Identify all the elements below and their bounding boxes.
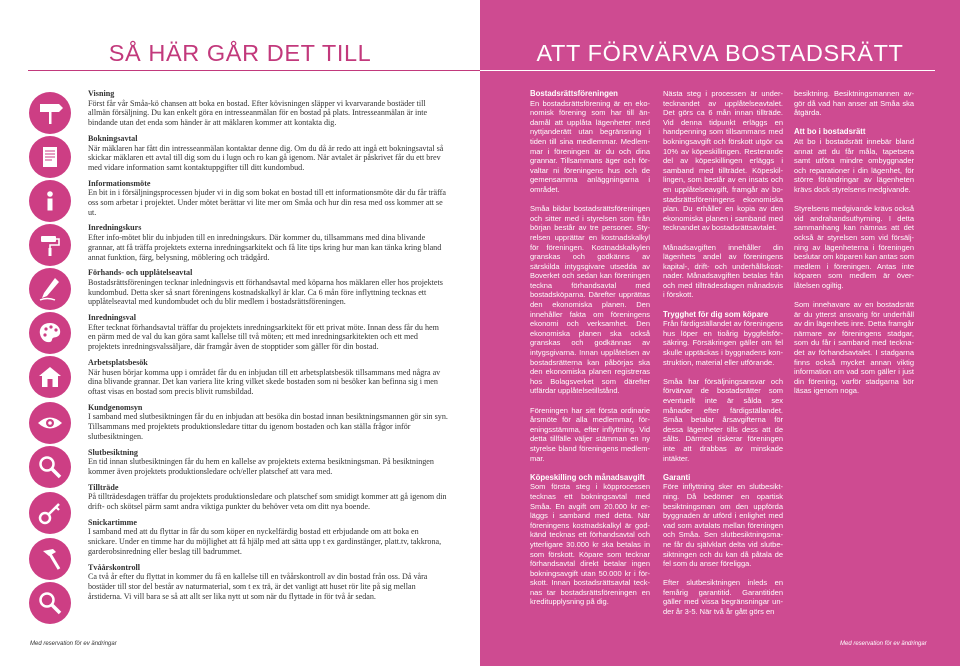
magnifier-icon [29, 582, 71, 624]
step-title: Tillträde [88, 482, 119, 492]
footer-note-right: Med reservation för ev ändringar [840, 641, 927, 647]
magnifier-icon [29, 446, 71, 488]
step-tvaarskontroll [88, 563, 448, 602]
paint-roller-icon [29, 224, 71, 266]
step-title: Visning [88, 89, 115, 98]
title-divider-right [480, 70, 935, 71]
step-title: Inredningsval [88, 313, 136, 323]
page-title-right: ATT FÖRVÄRVA BOSTADSRÄTT [536, 40, 904, 66]
right-page [480, 0, 960, 666]
paragraph: Styrelsens medgivande krävs också vid andrahandsuthyrning. I detta sammanhang kan nämnas att det också är styrelsen som vid försäljning av lägenheterna i föreningen beslutar om köparen kan antas som medlem i föreningen. Antas inte köparen som medlem är överlåtelsen ogiltig. [794, 204, 914, 290]
step-text: När mäklaren har fått din intresseanmälan kontaktar denne dig. Om du då är redo att ingå ett bokningsavtal så skickar mäklaren ett avtal till dig som du i lugn och ro kan gå igenom. När avtalet är påskrivet får du ett brev med vidare information samt kontaktuppgifter till ditt kundombud. [88, 143, 444, 172]
footer-note-left: Med reservation för ev ändringar [30, 641, 117, 647]
step-visning [88, 89, 448, 128]
hammer-icon [29, 538, 71, 580]
step-text: Ca två år efter du flyttat in kommer du få en kallelse till en tvåårskontroll av din bostad från oss. Då våra bostäder till stor del består av naturmaterial, som t ex trä, är det vanligt att huset rör lite på sig mellan årstiderna. Vi vill bara se så att allt ser lika nytt ut som när du flyttade in för två år sedan. [88, 572, 428, 601]
section-heading: Köpeskilling och månadsavgift [530, 472, 645, 482]
step-title: Kundgenomsyn [88, 402, 143, 412]
title-divider-left [28, 70, 480, 71]
paragraph: Från färdigställandet av föreningens hus löper en tioårig byggfelsförsäkring. Försäkringen gäller om fel skulle upptäckas i byggnadens konstruktion, material eller utförande. [663, 319, 783, 367]
step-title: Tvåårskontroll [88, 562, 141, 572]
paragraph: Som första steg i köpprocessen tecknas ett bokningsavtal med Småa. En avgift om 20.000 kr erläggs i samband med detta. När föreningens kostnadskalkyl är godkänd tecknas ett förhandsavtal och ytterligare 30.000 kr ska betalas in som förskott. Köpare som tecknar förhandsavtal direkt betalar ingen bokningsavgift utan 50.000 kr i förskott. Innan bostadsrättsavtal tecknas tar bostadsrättsföreningen en kreditupplysning på dig. [530, 482, 650, 607]
paragraph: En bostadsrättsförening är en ekonomisk förening som har till ändamål att upplåta lägenheter med nyttjanderätt utan begränsning i tiden till sina medlemmar. Medlemmar i föreningen är du och dina grannar. Tillsammans äger och förvaltar ni föreningens hus och de gemensamma anläggningarna i området. [530, 98, 650, 194]
key-icon [29, 492, 71, 534]
step-bokningsavtal [88, 134, 448, 173]
step-slutbesiktning [88, 448, 448, 477]
section-heading: Trygghet för dig som köpare [663, 309, 769, 319]
eye-icon [29, 402, 71, 444]
step-text: En bit in i försäljningsprocessen bjuder vi in dig som bokat en bostad till ett informationsmöte där du får träffa oss som arbetar i projektet. Under mötet berättar vi lite mer om Småa och hur din resa med oss kommer att se ut. [88, 188, 446, 217]
section-heading: Garanti [663, 472, 691, 482]
process-steps [88, 89, 448, 607]
step-text: I samband med slutbesiktningen får du en inbjudan att besöka din bostad innan besiktningsmannen gör sin syn. Tillsammans med projektets produktionsledare tittar du igenom bostaden och kan ställa frågor inför slutbesiktningen. [88, 412, 448, 441]
paragraph: Efter slutbesiktningen inleds en femårig garantitid. Garantitiden gäller med vissa begränsningar under år 3-5. När två år gått görs en [663, 578, 783, 617]
step-kundgenomsyn [88, 403, 448, 442]
palette-icon [29, 312, 71, 354]
step-snickartimme [88, 518, 448, 557]
step-title: Informationsmöte [88, 178, 151, 188]
step-informationsmote [88, 179, 448, 218]
step-title: Förhands- och upplåtelseavtal [88, 268, 193, 278]
step-text: På tillträdesdagen träffar du projektets produktionsledare och platschef som smidigt kommer att gå igenom din drift- och skötsel pärm samt andra viktiga punkter du behöver veta om ditt nya boende. [88, 492, 447, 512]
step-title: Bokningsavtal [88, 133, 138, 143]
paragraph: Föreningen har sitt första ordinarie årsmöte för alla medlemmar, föreningsstämma, efter inflyttning. Vid detta tillfälle väljer stämman en ny styrelse bland föreningens medlemmar. [530, 405, 650, 463]
icon-column [24, 84, 76, 624]
step-title: Snickartimme [88, 517, 138, 527]
step-title: Slutbesiktning [88, 447, 138, 457]
paragraph: Nästa steg i processen är undertecknandet av upplåtelseavtalet. Det görs ca 6 mån innan tillträde. Vid denna tidpunkt erläggs en handpenning som tillsammans med bokningsavgift och förskott utgör ca 10% av köpeskillingen. Resterande del av köpeskillingen erläggs i samband med tillträdet. Köpeskillingen, som består av en insats och en upplåtelseavgift, framgår av bostadsrättsföreningens ekonomiska plan. Du erhåller en kopia av den ekonomiska planen i samband med tecknandet av bostadsrättsavtalet. [663, 89, 783, 233]
text-column-1 [530, 89, 650, 617]
paragraph: Månadsavgiften innehåller din lägenhets andel av föreningens kapital-, drift- och underhållskostnader. Månadsavgiften betalas från och med tillträdesdagen månadsvis i förskott. [663, 242, 783, 300]
text-column-3 [794, 89, 914, 406]
paragraph: Småa bildar bostadsrättsföreningen och sitter med i styrelsen som från början består av tre personer. Styrelsen upprättar en kostnadskalkyl för föreningen. Kostnadskalkylen granskas och godkänns av särskilda intygsgivare utsedda av Boverket och sedan kan föreningen teckna förhandsavtal med bostadsköparna. Därefter upprättas den ekonomiska planen. Den innehåller fakta om föreningens ekonomi och verksamhet. Den ekonomiska planen ska också granskas och godkännas av intygsgivarna. Innan upplåtelsen av bostadsrätterna kan påbörjas ska den ekonomiska planen registreras hos Bolagsverket som därefter utfärdar upplåtelsetillstånd. [530, 204, 650, 396]
info-icon [29, 180, 71, 222]
paragraph: Småa har försäljningsansvar och förvärvar de bostadsrätter som eventuellt inte är sålda sex månader efter färdigställandet. Småa betalar årsavgifterna för dessa lägenheter tills dess att de sålts. Därmed riskerar föreningen inte att drabbas av minskade intäkter. [663, 376, 783, 463]
step-inredningsval [88, 313, 448, 352]
step-title: Arbetsplatsbesök [88, 357, 148, 367]
step-text: Efter info-mötet blir du inbjuden till en inredningskurs. Där kommer du, tillsammans med dina blivande grannar, att få träffa projektets externa inredningsarkitekt och få lite tips kring hur man kan tänka kring bland annat funktion, färg, belysning, möblering och trädgård. [88, 233, 442, 262]
step-forhandsavtal [88, 268, 448, 307]
step-text: Efter tecknat förhandsavtal träffar du projektets inredningsarkitekt för ett privat möte. Innan dess får du hem en pärm med de val du kan göra samt kallelse till två möten; ett med inredningsarkitekten och ett med projektets inredningsvalssäljare, där framgår även de stopptider som gäller för din bostad. [88, 322, 439, 352]
step-text: När husen börjar komma upp i området får du en inbjudan till ett arbetsplatsbesök tillsammans med några av dina blivande grannar. Det kan variera lite kring vilket skede bostaden som ni besöker kan befinna sig i men oftast visas en bostad som precis blivit rumsbildad. [88, 367, 441, 396]
step-text: Först får vår Småa-kö chansen att boka en bostad. Efter kövisningen släpper vi kvarvarande bostäder till allmän försäljning. Du kan enkelt göra en intresseanmälan för en bostad på plats. Intresseanmälan är inte bindande utan det enda som händer är att mäklaren kommer att kontakta dig. [88, 98, 428, 128]
signpost-icon [29, 92, 71, 134]
page-title-left: SÅ HÄR GÅR DET TILL [108, 40, 372, 66]
paragraph: Som innehavare av en bostadsrätt är du ytterst ansvarig för underhåll av din lägenhets inre. Detta framgår närmare av föreningens stadgar, som du får i samband med tecknadet av förhandsavtalet. I stadgarna finns också mycket annan viktig information om vad som gäller i just din förening, varför stadgarna bör läsas igenom noga. [794, 300, 914, 396]
step-text: En tid innan slutbesiktningen får du hem en kallelse av projektets externa besiktningsman. På besiktningen kommer även projektets produktionsledare och/eller platschef att vara med. [88, 457, 434, 476]
paragraph: Före inflyttning sker en slutbesiktning. Då bedömer en opartisk besiktningsman om den uppförda byggnaden är utförd i enlighet med vad som avtalats mellan föreningen och Småa. Sen slutbesiktningsmane får du självklart delta vid slutbesiktningen och du kan då påtala de fel som du anser föreligga. [663, 482, 783, 569]
step-tilltrade [88, 483, 448, 512]
section-heading: Att bo i bostadsrätt [794, 127, 866, 137]
step-title: Inredningskurs [88, 223, 142, 233]
section-heading: Bostadsrättsföreningen [530, 89, 618, 98]
pen-icon [29, 268, 71, 310]
paragraph: Att bo i bostadsrätt innebär bland annat att du får måla, tapetsera samt utföra mindre ombyggnader och reparationer i din lägenhet, för större förändringar av lägenheten krävs dock styrelsens medgivande. [794, 136, 914, 194]
contract-icon [29, 136, 71, 178]
step-text: Bostadsrättsföreningen tecknar inledningsvis ett förhandsavtal med köparna hos mäklaren eller hos projektets kundombud. Detta sker så snart föreningens kostnadskalkyl är klar. Ca 6 mån före inflyttning tecknas ett upplåtelseavtal med kundombudet och du blir medlem i bostadsrättsföreningen. [88, 277, 443, 307]
step-inredningskurs [88, 223, 448, 262]
text-column-2 [663, 89, 783, 626]
paragraph: besiktning. Besiktningsmannen avgör då vad han anser att Småa ska åtgärda. [794, 89, 914, 118]
step-text: I samband med att du flyttar in får du som köper en nyckelfärdig bostad ett erbjudande om att boka en snickare. Under en timme har du möjlighet att få hjälp med att sätta upp t ex gardinstänger, platt.tv, takkrona, garderobsinredning eller beslag till badrummet. [88, 527, 442, 556]
house-icon [29, 356, 71, 398]
step-arbetsplatsbesok [88, 358, 448, 397]
